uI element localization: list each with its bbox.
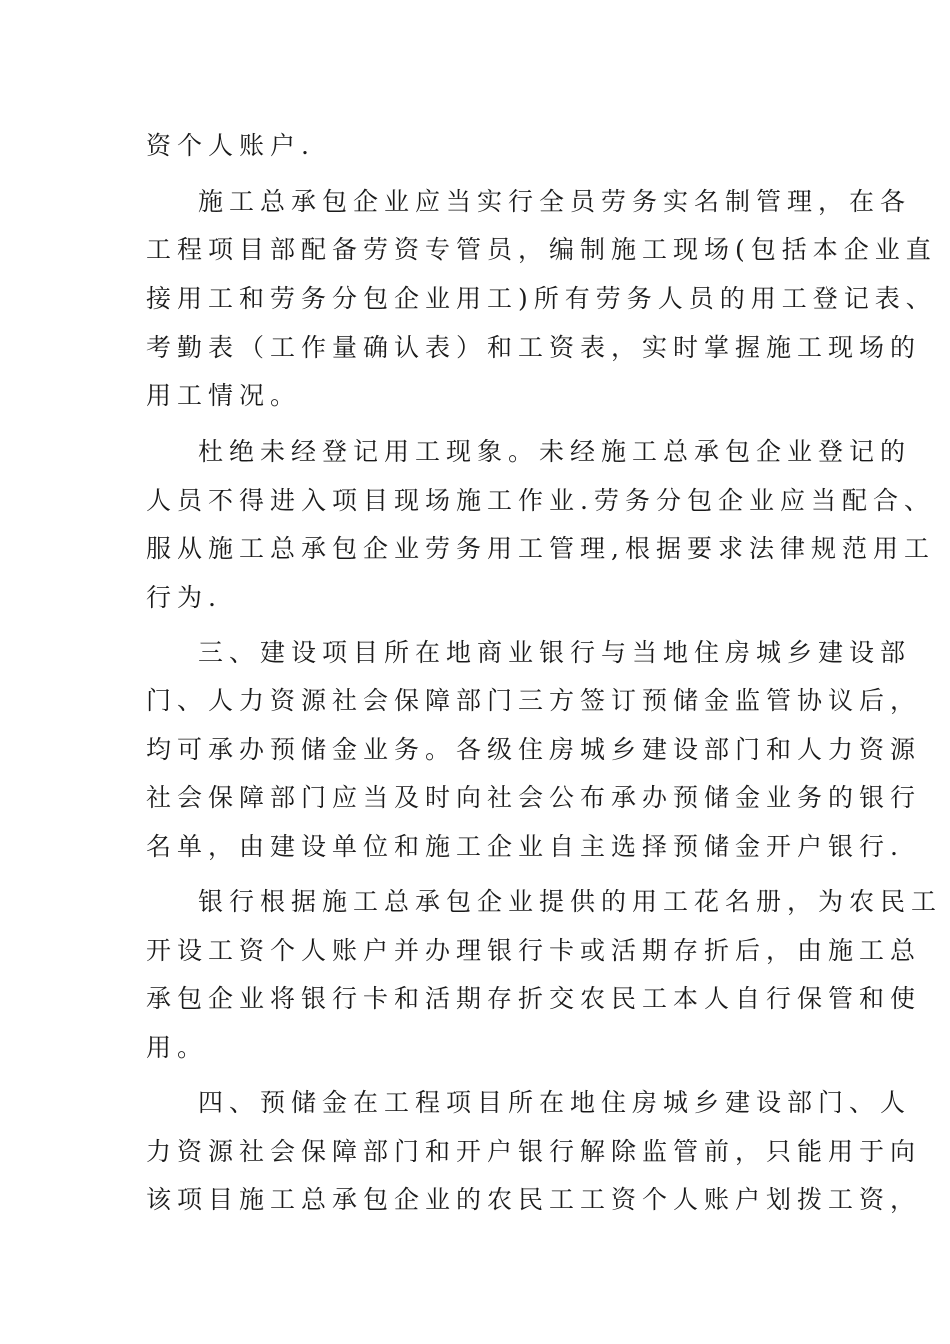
paragraph-first-line: 施工总承包企业应当实行全员劳务实名制管理，在各 [198, 187, 912, 216]
text-line: 服从施工总承包企业劳务用工管理,根据要求法律规范用工 [146, 534, 935, 563]
text-line: 考勤表（工作量确认表）和工资表，实时掌握施工现场的 [146, 333, 922, 362]
text-line: 开设工资个人账户并办理银行卡或活期存折后，由施工总 [146, 936, 922, 965]
text-line: 用工情况。 [146, 381, 302, 410]
text-line: 名单，由建设单位和施工企业自主选择预储金开户银行. [146, 832, 904, 861]
text-line: 力资源社会保障部门和开户银行解除监管前，只能用于向 [146, 1137, 922, 1166]
text-line: 社会保障部门应当及时向社会公布承办预储金业务的银行 [146, 783, 922, 812]
text-line: 该项目施工总承包企业的农民工工资个人账户划拨工资， [146, 1185, 922, 1214]
paragraph-first-line: 杜绝未经登记用工现象。未经施工总承包企业登记的 [198, 437, 912, 466]
text-line: 承包企业将银行卡和活期存折交农民工本人自行保管和使 [146, 984, 922, 1013]
text-line: 接用工和劳务分包企业用工)所有劳务人员的用工登记表、 [146, 284, 937, 313]
paragraph-first-line: 三、建设项目所在地商业银行与当地住房城乡建设部 [198, 638, 912, 667]
text-line: 资个人账户. [146, 131, 315, 160]
text-line: 门、人力资源社会保障部门三方签订预储金监管协议后， [146, 686, 922, 715]
paragraph-first-line: 银行根据施工总承包企业提供的用工花名册，为农民工 [198, 887, 943, 916]
text-line: 人员不得进入项目现场施工作业.劳务分包企业应当配合、 [146, 486, 935, 515]
text-line: 行为. [146, 583, 222, 612]
text-line: 均可承办预储金业务。各级住房城乡建设部门和人力资源 [146, 735, 922, 764]
text-line: 工程项目部配备劳资专管员，编制施工现场(包括本企业直 [146, 235, 937, 264]
paragraph-first-line: 四、预储金在工程项目所在地住房城乡建设部门、人 [198, 1088, 912, 1117]
text-line: 用。 [146, 1033, 209, 1062]
